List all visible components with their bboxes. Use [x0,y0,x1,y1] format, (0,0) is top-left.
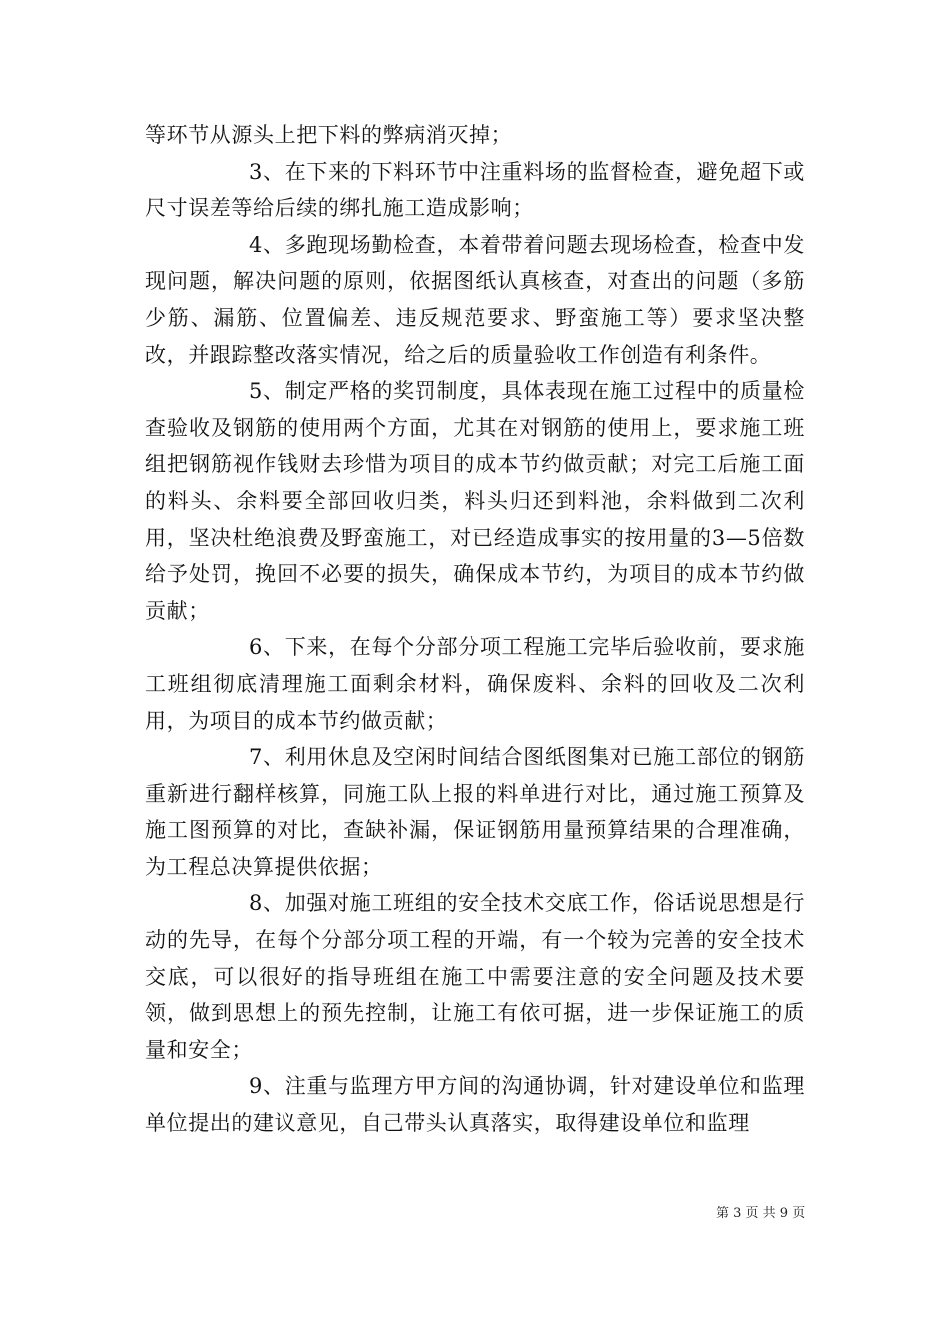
paragraph-item-4: 4、多跑现场勤检查，本着带着问题去现场检查，检查中发现问题，解决问题的原则，依据图纸认真核查，对查出的问题（多筋少筋、漏筋、位置偏差、违反规范要求、野蛮施工等）要求坚决整改，并跟踪整改落实情况，给之后的质量验收工作创造有利条件。 [145,232,805,367]
paragraph-item-6: 6、下来，在每个分部分项工程施工完毕后验收前，要求施工班组彻底清理施工面剩余材料，确保废料、余料的回收及二次利用，为项目的成本节约做贡献； [145,635,805,733]
page-number: 第 3 页 共 9 页 [716,1206,806,1221]
paragraph-item-9: 9、注重与监理方甲方间的沟通协调，针对建设单位和监理单位提出的建议意见，自己带头认真落实，取得建设单位和监理 [145,1074,805,1136]
paragraph-item-8: 8、加强对施工班组的安全技术交底工作，俗话说思想是行动的先导，在每个分部分项工程的开端，有一个较为完善的安全技术交底，可以很好的指导班组在施工中需要注意的安全问题及技术要领，做到思想上的预先控制，让施工有依可据，进一步保证施工的质量和安全； [145,891,805,1062]
document-body [145,117,805,1142]
paragraph-continuation: 等环节从源头上把下料的弊病消灭掉； [145,123,513,147]
paragraph-item-3: 3、在下来的下料环节中注重料场的监督检查，避免超下或尺寸误差等给后续的绑扎施工造成影响； [145,159,805,221]
paragraph-item-7: 7、利用休息及空闲时间结合图纸图集对已施工部位的钢筋重新进行翻样核算，同施工队上报的料单进行对比，通过施工预算及施工图预算的对比，查缺补漏，保证钢筋用量预算结果的合理准确，为工程总决算提供依据； [145,745,805,879]
paragraph-item-5: 5、制定严格的奖罚制度，具体表现在施工过程中的质量检查验收及钢筋的使用两个方面，尤其在对钢筋的使用上，要求施工班组把钢筋视作钱财去珍惜为项目的成本节约做贡献；对完工后施工面的料头、余料要全部回收归类，料头归还到料池，余料做到二次利用，坚决杜绝浪费及野蛮施工，对已经造成事实的按用量的3—5倍数给予处罚，挽回不必要的损失，确保成本节约，为项目的成本节约做贡献； [145,379,805,623]
